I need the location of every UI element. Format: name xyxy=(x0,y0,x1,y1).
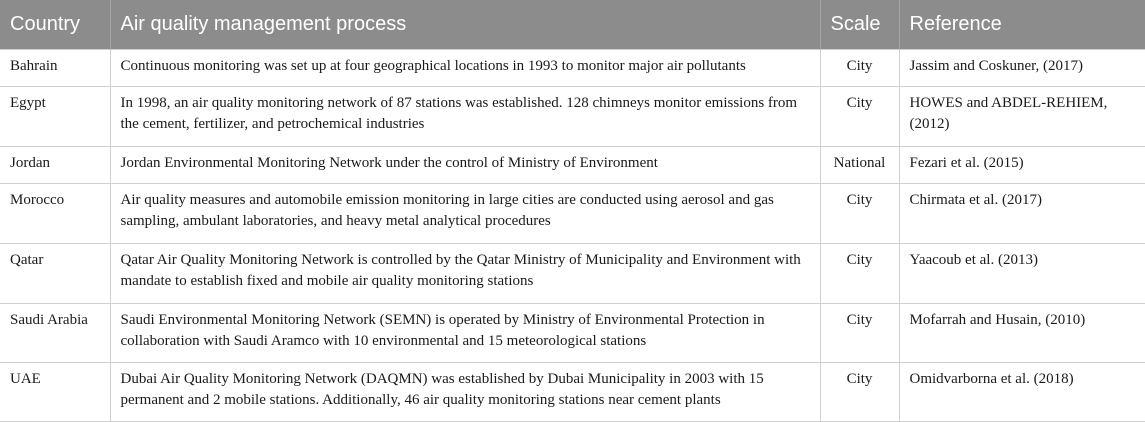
table-row xyxy=(0,183,1145,243)
cell-process: Continuous monitoring was set up at four geographical locations in 1993 to monitor major air pollutants xyxy=(110,49,820,86)
cell-reference: Chirmata et al. (2017) xyxy=(899,183,1145,243)
cell-country: UAE xyxy=(0,362,110,421)
header-scale: Scale xyxy=(820,0,899,49)
cell-reference: Omidvarborna et al. (2018) xyxy=(899,362,1145,421)
header-country: Country xyxy=(10,12,81,35)
cell-reference: HOWES and ABDEL-REHIEM, (2012) xyxy=(899,86,1145,146)
cell-process: Saudi Environmental Monitoring Network (SEMN) is operated by Ministry of Environmental Protection in collaboration with Saudi Aramco with 10 environmental and 15 meteorological stations xyxy=(110,303,820,362)
cell-scale: City xyxy=(820,303,899,362)
cell-country: Jordan xyxy=(0,146,110,183)
cell-scale: City xyxy=(820,243,899,303)
cell-scale: City xyxy=(820,49,899,86)
cell-reference: Mofarrah and Husain, (2010) xyxy=(899,303,1145,362)
cell-process: Jordan Environmental Monitoring Network under the control of Ministry of Environment xyxy=(110,146,820,183)
cell-scale: National xyxy=(820,146,899,183)
cell-process: Qatar Air Quality Monitoring Network is controlled by the Qatar Ministry of Municipality and Environment with mandate to establish fixed and mobile air quality monitoring stations xyxy=(110,243,820,303)
cell-process: Air quality measures and automobile emission monitoring in large cities are conducted using aerosol and gas sampling, ambulant laboratories, and heavy metal analytical procedures xyxy=(110,183,820,243)
table-row xyxy=(0,303,1145,362)
header-row xyxy=(0,0,1145,49)
cell-process: Dubai Air Quality Monitoring Network (DAQMN) was established by Dubai Municipality in 2003 with 15 permanent and 2 mobile stations. Additionally, 46 air quality monitoring stations near cement plants xyxy=(110,362,820,421)
cell-process: In 1998, an air quality monitoring network of 87 stations was established. 128 chimneys monitor emissions from the cement, fertilizer, and petrochemical industries xyxy=(110,86,820,146)
header-process: Air quality management process xyxy=(110,0,820,49)
cell-country: Bahrain xyxy=(0,49,110,86)
header-reference: Reference xyxy=(899,0,1145,49)
cell-country: Qatar xyxy=(0,243,110,303)
table-row xyxy=(0,86,1145,146)
cell-country: Saudi Arabia xyxy=(0,303,110,362)
table-row xyxy=(0,49,1145,86)
cell-reference: Jassim and Coskuner, (2017) xyxy=(899,49,1145,86)
cell-scale: City xyxy=(820,362,899,421)
cell-scale: City xyxy=(820,86,899,146)
table-row xyxy=(0,362,1145,421)
table-row xyxy=(0,243,1145,303)
cell-country: Morocco xyxy=(0,183,110,243)
cell-country: Egypt xyxy=(0,86,110,146)
cell-scale: City xyxy=(820,183,899,243)
cell-reference: Fezari et al. (2015) xyxy=(899,146,1145,183)
cell-reference: Yaacoub et al. (2013) xyxy=(899,243,1145,303)
table-row xyxy=(0,146,1145,183)
